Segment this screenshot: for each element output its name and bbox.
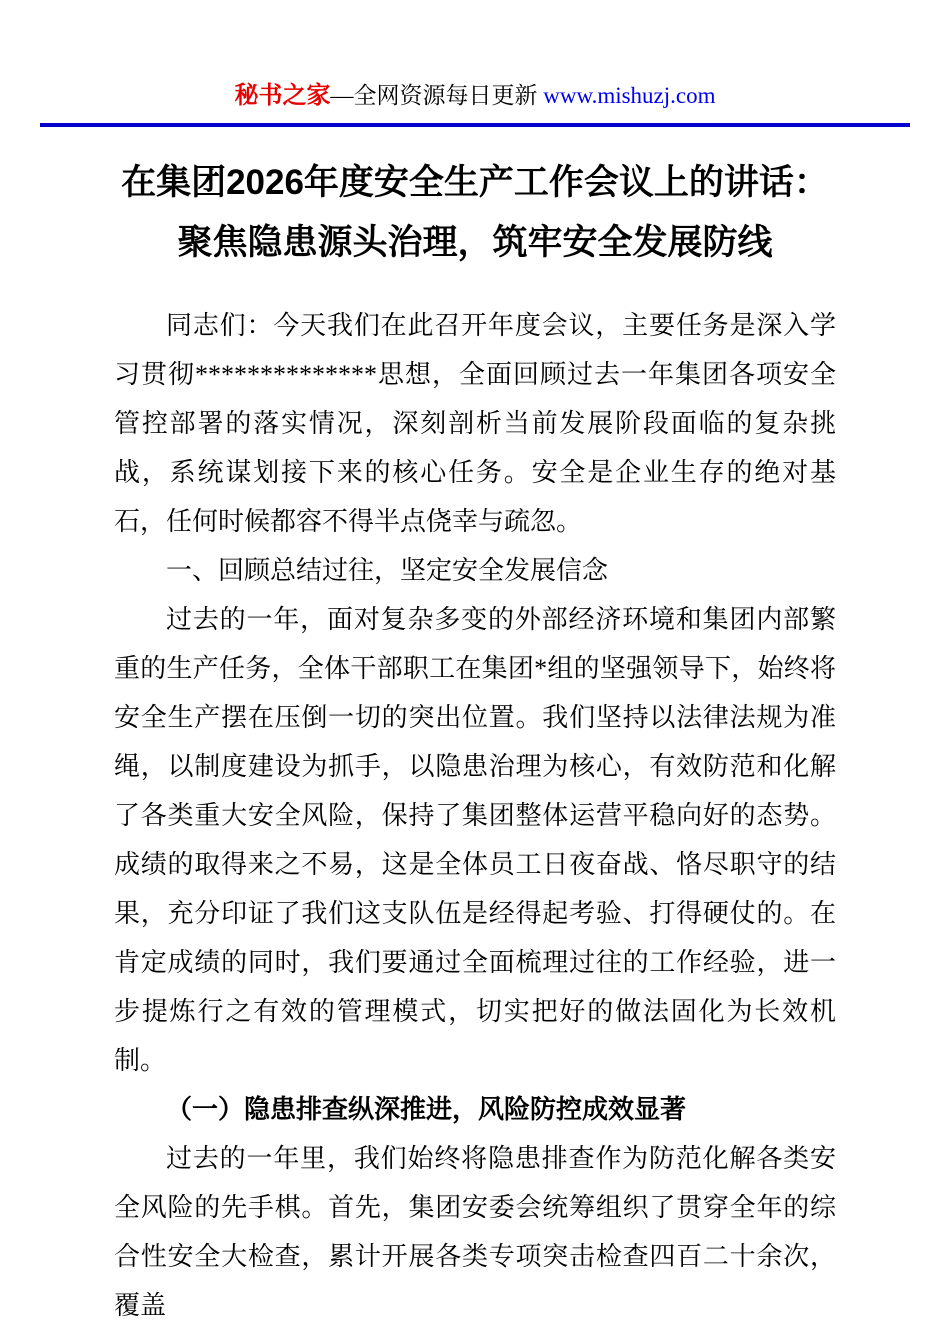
title-line-2: 聚焦隐患源头治理，筑牢安全发展防线 [177,222,773,262]
subsection-heading-1: （一）隐患排查纵深推进，风险防控成效显著 [166,1093,687,1124]
brand-name: 秘书之家 [234,82,331,109]
section-heading-1: 一、回顾总结过往，坚定安全发展信念 [166,555,609,585]
document-title [70,153,880,273]
paragraph-intro: 同志们：今天我们在此召开年度会议，主要任务是深入学习贯彻**************思想，全面回顾过去一年集团各项安全管控部署的落实情况，深刻剖析当前发展阶段面临的复杂挑战，系统谋划接下来的核心任务。安全是企业生存的绝对基石，任何时候都容不得半点侥幸与疏忽。 [114,310,836,536]
site-header [0,0,950,111]
site-url-link[interactable]: www.mishuzj.com [543,83,716,108]
document-body [114,301,836,1330]
header-tagline: —全网资源每日更新 [330,83,544,108]
title-line-1: 在集团2026年度安全生产工作会议上的讲话： [121,162,829,202]
header-divider [40,123,910,127]
paragraph-review: 过去的一年，面对复杂多变的外部经济环境和集团内部繁重的生产任务，全体干部职工在集团*组的坚强领导下，始终将安全生产摆在压倒一切的突出位置。我们坚持以法律法规为准绳，以制度建设为抓手，以隐患治理为核心，有效防范和化解了各类重大安全风险，保持了集团整体运营平稳向好的态势。成绩的取得来之不易，这是全体员工日夜奋战、恪尽职守的结果，充分印证了我们这支队伍是经得起考验、打得硬仗的。在肯定成绩的同时，我们要通过全面梳理过往的工作经验，进一步提炼行之有效的管理模式，切实把好的做法固化为长效机制。 [114,604,836,1075]
paragraph-inspection: 过去的一年里，我们始终将隐患排查作为防范化解各类安全风险的先手棋。首先，集团安委会统筹组织了贯穿全年的综合性安全大检查，累计开展各类专项突击检查四百二十余次，覆盖 [114,1143,836,1320]
